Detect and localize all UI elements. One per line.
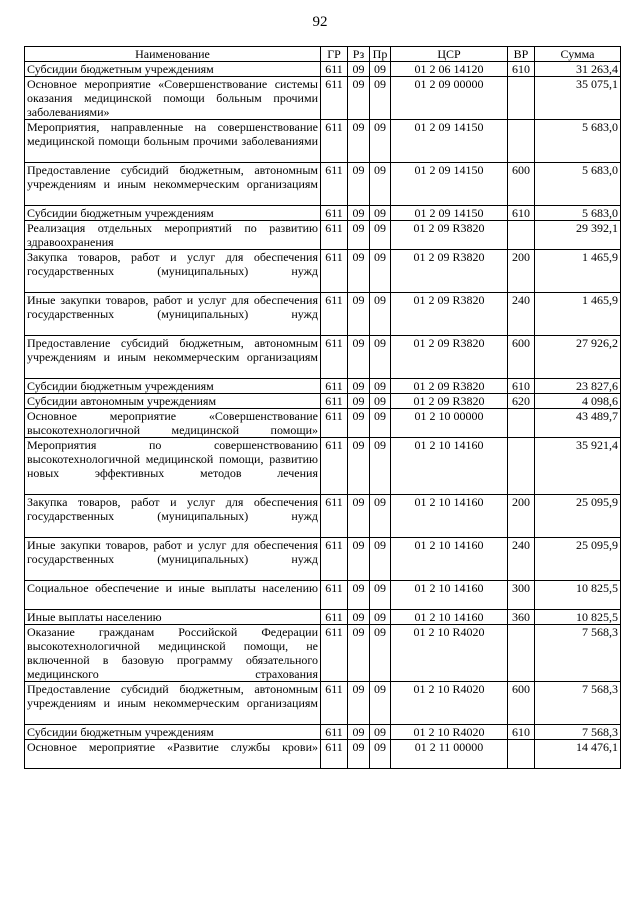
table-row bbox=[25, 206, 621, 221]
row-csr: 01 2 10 14160 bbox=[391, 538, 508, 581]
row-sum: 7 568,3 bbox=[535, 625, 621, 682]
row-vr: 620 bbox=[508, 394, 535, 409]
row-rz: 09 bbox=[348, 120, 370, 163]
row-name: Иные закупки товаров, работ и услуг для обеспечения государственных (муниципальных) нужд bbox=[25, 293, 321, 336]
row-rz: 09 bbox=[348, 725, 370, 740]
row-csr: 01 2 06 14120 bbox=[391, 62, 508, 77]
row-csr: 01 2 11 00000 bbox=[391, 740, 508, 769]
row-rz: 09 bbox=[348, 250, 370, 293]
row-sum: 5 683,0 bbox=[535, 206, 621, 221]
row-sum: 10 825,5 bbox=[535, 581, 621, 610]
row-csr: 01 2 09 R3820 bbox=[391, 221, 508, 250]
row-pr: 09 bbox=[370, 682, 391, 725]
row-name: Предоставление субсидий бюджетным, автономным учреждениям и иным некоммерческим организациям bbox=[25, 336, 321, 379]
row-csr: 01 2 09 R3820 bbox=[391, 394, 508, 409]
row-csr: 01 2 10 14160 bbox=[391, 581, 508, 610]
header-rz: Рз bbox=[348, 47, 370, 62]
row-sum: 31 263,4 bbox=[535, 62, 621, 77]
row-sum: 5 683,0 bbox=[535, 120, 621, 163]
table-row bbox=[25, 625, 621, 682]
row-pr: 09 bbox=[370, 725, 391, 740]
row-vr: 610 bbox=[508, 725, 535, 740]
row-name: Субсидии бюджетным учреждениям bbox=[25, 725, 321, 740]
row-name: Оказание гражданам Российской Федерации высокотехнологичной медицинской помощи, не включенной в базовую программу обязательного медицинского страхования bbox=[25, 625, 321, 682]
row-gr: 611 bbox=[321, 379, 348, 394]
row-csr: 01 2 09 14150 bbox=[391, 120, 508, 163]
row-rz: 09 bbox=[348, 221, 370, 250]
row-rz: 09 bbox=[348, 163, 370, 206]
row-pr: 09 bbox=[370, 206, 391, 221]
row-sum: 7 568,3 bbox=[535, 682, 621, 725]
row-sum: 14 476,1 bbox=[535, 740, 621, 769]
table-row bbox=[25, 538, 621, 581]
row-pr: 09 bbox=[370, 120, 391, 163]
row-rz: 09 bbox=[348, 206, 370, 221]
row-sum: 27 926,2 bbox=[535, 336, 621, 379]
row-pr: 09 bbox=[370, 409, 391, 438]
row-name: Субсидии бюджетным учреждениям bbox=[25, 206, 321, 221]
row-pr: 09 bbox=[370, 438, 391, 495]
row-vr: 600 bbox=[508, 163, 535, 206]
row-vr bbox=[508, 625, 535, 682]
row-pr: 09 bbox=[370, 495, 391, 538]
row-gr: 611 bbox=[321, 581, 348, 610]
row-rz: 09 bbox=[348, 438, 370, 495]
row-pr: 09 bbox=[370, 610, 391, 625]
row-name: Мероприятия, направленные на совершенствование медицинской помощи больным прочими заболеваниями bbox=[25, 120, 321, 163]
row-sum: 25 095,9 bbox=[535, 495, 621, 538]
row-gr: 611 bbox=[321, 77, 348, 120]
row-vr: 610 bbox=[508, 379, 535, 394]
table-row bbox=[25, 221, 621, 250]
table-row bbox=[25, 394, 621, 409]
row-pr: 09 bbox=[370, 379, 391, 394]
table-row bbox=[25, 120, 621, 163]
row-rz: 09 bbox=[348, 62, 370, 77]
header-name: Наименование bbox=[25, 47, 321, 62]
row-sum: 7 568,3 bbox=[535, 725, 621, 740]
row-rz: 09 bbox=[348, 682, 370, 725]
row-name: Предоставление субсидий бюджетным, автономным учреждениям и иным некоммерческим организациям bbox=[25, 682, 321, 725]
row-pr: 09 bbox=[370, 336, 391, 379]
table-row bbox=[25, 682, 621, 725]
row-gr: 611 bbox=[321, 409, 348, 438]
row-vr bbox=[508, 438, 535, 495]
row-csr: 01 2 10 R4020 bbox=[391, 725, 508, 740]
row-gr: 611 bbox=[321, 625, 348, 682]
row-pr: 09 bbox=[370, 62, 391, 77]
row-vr bbox=[508, 221, 535, 250]
row-csr: 01 2 10 14160 bbox=[391, 495, 508, 538]
row-gr: 611 bbox=[321, 221, 348, 250]
row-rz: 09 bbox=[348, 495, 370, 538]
row-vr: 200 bbox=[508, 250, 535, 293]
row-csr: 01 2 09 14150 bbox=[391, 163, 508, 206]
row-gr: 611 bbox=[321, 336, 348, 379]
row-csr: 01 2 09 14150 bbox=[391, 206, 508, 221]
row-gr: 611 bbox=[321, 725, 348, 740]
row-sum: 35 075,1 bbox=[535, 77, 621, 120]
table-row bbox=[25, 438, 621, 495]
row-pr: 09 bbox=[370, 394, 391, 409]
row-csr: 01 2 10 R4020 bbox=[391, 682, 508, 725]
row-vr: 610 bbox=[508, 62, 535, 77]
budget-table bbox=[24, 46, 621, 769]
row-vr bbox=[508, 740, 535, 769]
table-row bbox=[25, 163, 621, 206]
row-sum: 1 465,9 bbox=[535, 293, 621, 336]
row-pr: 09 bbox=[370, 625, 391, 682]
row-rz: 09 bbox=[348, 581, 370, 610]
row-rz: 09 bbox=[348, 740, 370, 769]
row-rz: 09 bbox=[348, 336, 370, 379]
table-row bbox=[25, 725, 621, 740]
row-name: Закупка товаров, работ и услуг для обеспечения государственных (муниципальных) нужд bbox=[25, 495, 321, 538]
row-gr: 611 bbox=[321, 394, 348, 409]
table-row bbox=[25, 495, 621, 538]
row-pr: 09 bbox=[370, 538, 391, 581]
row-vr: 360 bbox=[508, 610, 535, 625]
row-rz: 09 bbox=[348, 625, 370, 682]
table-row bbox=[25, 250, 621, 293]
row-vr: 240 bbox=[508, 293, 535, 336]
row-vr: 610 bbox=[508, 206, 535, 221]
row-rz: 09 bbox=[348, 293, 370, 336]
row-name: Иные закупки товаров, работ и услуг для обеспечения государственных (муниципальных) нужд bbox=[25, 538, 321, 581]
row-rz: 09 bbox=[348, 409, 370, 438]
row-csr: 01 2 09 R3820 bbox=[391, 379, 508, 394]
table-row bbox=[25, 581, 621, 610]
row-csr: 01 2 09 R3820 bbox=[391, 250, 508, 293]
row-sum: 35 921,4 bbox=[535, 438, 621, 495]
row-sum: 1 465,9 bbox=[535, 250, 621, 293]
row-csr: 01 2 09 R3820 bbox=[391, 293, 508, 336]
row-name: Основное мероприятие «Развитие службы крови» bbox=[25, 740, 321, 769]
row-sum: 25 095,9 bbox=[535, 538, 621, 581]
row-csr: 01 2 10 14160 bbox=[391, 610, 508, 625]
row-pr: 09 bbox=[370, 77, 391, 120]
row-vr: 240 bbox=[508, 538, 535, 581]
row-name: Реализация отдельных мероприятий по развитию здравоохранения bbox=[25, 221, 321, 250]
table-row bbox=[25, 409, 621, 438]
row-rz: 09 bbox=[348, 394, 370, 409]
row-name: Субсидии автономным учреждениям bbox=[25, 394, 321, 409]
row-name: Предоставление субсидий бюджетным, автономным учреждениям и иным некоммерческим организациям bbox=[25, 163, 321, 206]
row-name: Закупка товаров, работ и услуг для обеспечения государственных (муниципальных) нужд bbox=[25, 250, 321, 293]
row-vr: 200 bbox=[508, 495, 535, 538]
table-header-row bbox=[25, 47, 621, 62]
row-vr: 600 bbox=[508, 682, 535, 725]
row-gr: 611 bbox=[321, 495, 348, 538]
table-row bbox=[25, 293, 621, 336]
row-vr: 300 bbox=[508, 581, 535, 610]
row-pr: 09 bbox=[370, 221, 391, 250]
row-name: Основное мероприятие «Совершенствование системы оказания медицинской помощи больным прочими заболеваниями» bbox=[25, 77, 321, 120]
header-vr: ВР bbox=[508, 47, 535, 62]
row-name: Мероприятия по совершенствованию высокотехнологичной медицинской помощи, развитию новых эффективных методов лечения bbox=[25, 438, 321, 495]
row-sum: 23 827,6 bbox=[535, 379, 621, 394]
row-gr: 611 bbox=[321, 538, 348, 581]
row-sum: 43 489,7 bbox=[535, 409, 621, 438]
row-gr: 611 bbox=[321, 610, 348, 625]
row-pr: 09 bbox=[370, 163, 391, 206]
row-rz: 09 bbox=[348, 379, 370, 394]
header-gr: ГР bbox=[321, 47, 348, 62]
row-sum: 4 098,6 bbox=[535, 394, 621, 409]
row-name: Социальное обеспечение и иные выплаты населению bbox=[25, 581, 321, 610]
table-row bbox=[25, 740, 621, 769]
row-vr bbox=[508, 120, 535, 163]
row-vr bbox=[508, 77, 535, 120]
row-name: Иные выплаты населению bbox=[25, 610, 321, 625]
row-vr bbox=[508, 409, 535, 438]
row-sum: 10 825,5 bbox=[535, 610, 621, 625]
row-gr: 611 bbox=[321, 250, 348, 293]
row-csr: 01 2 10 14160 bbox=[391, 438, 508, 495]
header-csr: ЦСР bbox=[391, 47, 508, 62]
row-gr: 611 bbox=[321, 682, 348, 725]
row-gr: 611 bbox=[321, 438, 348, 495]
row-name: Основное мероприятие «Совершенствование высокотехнологичной медицинской помощи» bbox=[25, 409, 321, 438]
row-pr: 09 bbox=[370, 740, 391, 769]
row-csr: 01 2 10 R4020 bbox=[391, 625, 508, 682]
table-row bbox=[25, 610, 621, 625]
row-name: Субсидии бюджетным учреждениям bbox=[25, 62, 321, 77]
row-pr: 09 bbox=[370, 581, 391, 610]
row-csr: 01 2 09 R3820 bbox=[391, 336, 508, 379]
row-pr: 09 bbox=[370, 250, 391, 293]
row-gr: 611 bbox=[321, 206, 348, 221]
row-name: Субсидии бюджетным учреждениям bbox=[25, 379, 321, 394]
header-pr: Пр bbox=[370, 47, 391, 62]
row-gr: 611 bbox=[321, 293, 348, 336]
row-rz: 09 bbox=[348, 77, 370, 120]
row-pr: 09 bbox=[370, 293, 391, 336]
row-sum: 29 392,1 bbox=[535, 221, 621, 250]
row-gr: 611 bbox=[321, 62, 348, 77]
row-csr: 01 2 10 00000 bbox=[391, 409, 508, 438]
row-csr: 01 2 09 00000 bbox=[391, 77, 508, 120]
table-row bbox=[25, 379, 621, 394]
row-gr: 611 bbox=[321, 163, 348, 206]
table-row bbox=[25, 62, 621, 77]
page-number: 92 bbox=[312, 14, 328, 30]
row-gr: 611 bbox=[321, 120, 348, 163]
header-sum: Сумма bbox=[535, 47, 621, 62]
row-vr: 600 bbox=[508, 336, 535, 379]
row-sum: 5 683,0 bbox=[535, 163, 621, 206]
table-row bbox=[25, 77, 621, 120]
table-row bbox=[25, 336, 621, 379]
row-rz: 09 bbox=[348, 610, 370, 625]
row-rz: 09 bbox=[348, 538, 370, 581]
row-gr: 611 bbox=[321, 740, 348, 769]
